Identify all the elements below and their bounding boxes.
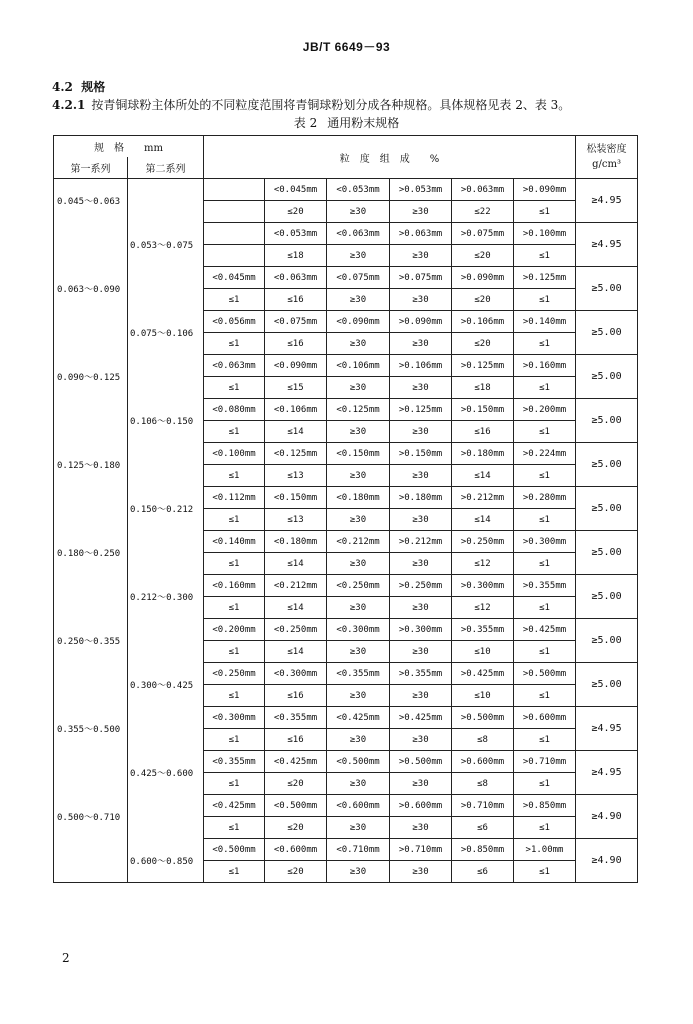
- percent-cell: ≤1: [514, 685, 576, 707]
- percent-cell: ≥30: [327, 377, 390, 399]
- paragraph-text: 按青铜球粉主体所处的不同粒度范围将青铜球粉划分成各种规格。具体规格见表 2、表 3。: [91, 98, 571, 112]
- table-row-sizes: [54, 399, 638, 421]
- percent-cell: ≤1: [514, 817, 576, 839]
- percent-cell: ≤1: [514, 377, 576, 399]
- percent-cell: ≤1: [204, 597, 265, 619]
- size-cell: <0.250mm: [327, 575, 390, 597]
- section-title: 规格: [81, 80, 106, 94]
- table-row-sizes: [54, 179, 638, 201]
- composition-header: 粒 度 组 成 %: [204, 136, 576, 179]
- size-cell: <0.056mm: [204, 311, 265, 333]
- series2-cell: 0.300～0.425: [128, 663, 204, 707]
- size-cell: [204, 223, 265, 245]
- series1-cell: 0.063～0.090: [54, 267, 128, 311]
- document-header: JB/T 6649－93: [302, 40, 391, 54]
- density-cell: ≥5.00: [576, 311, 638, 355]
- section-number: 4.2: [52, 80, 73, 94]
- size-cell: <0.355mm: [204, 751, 265, 773]
- size-cell: >0.125mm: [452, 355, 514, 377]
- percent-cell: ≤12: [452, 553, 514, 575]
- density-header: 松装密度 g/cm³: [576, 136, 638, 179]
- percent-cell: ≥30: [390, 377, 452, 399]
- percent-cell: [204, 201, 265, 223]
- table-row-sizes: [54, 751, 638, 773]
- size-cell: <0.180mm: [265, 531, 327, 553]
- size-cell: >0.200mm: [514, 399, 576, 421]
- percent-cell: ≤1: [204, 817, 265, 839]
- table-row-sizes: [54, 707, 638, 729]
- percent-cell: ≤18: [452, 377, 514, 399]
- density-cell: ≥5.00: [576, 575, 638, 619]
- size-cell: <0.100mm: [204, 443, 265, 465]
- percent-cell: ≤20: [265, 861, 327, 883]
- density-cell: ≥4.90: [576, 795, 638, 839]
- table-row-sizes: [54, 267, 638, 289]
- size-cell: <0.080mm: [204, 399, 265, 421]
- series2-cell: [128, 443, 204, 487]
- percent-cell: ≤1: [204, 685, 265, 707]
- percent-cell: ≤13: [265, 509, 327, 531]
- density-cell: ≥5.00: [576, 267, 638, 311]
- size-cell: >0.500mm: [514, 663, 576, 685]
- density-cell: ≥5.00: [576, 399, 638, 443]
- percent-cell: ≤1: [204, 641, 265, 663]
- size-cell: <0.250mm: [265, 619, 327, 641]
- table-caption-number: 表 2: [293, 116, 318, 130]
- paragraph-number: 4.2.1: [52, 98, 86, 112]
- size-cell: <0.425mm: [327, 707, 390, 729]
- percent-cell: ≤1: [514, 421, 576, 443]
- size-cell: >0.355mm: [452, 619, 514, 641]
- page-number: 2: [62, 951, 70, 965]
- percent-cell: ≤16: [452, 421, 514, 443]
- table-caption: [0, 114, 693, 131]
- size-cell: <0.150mm: [265, 487, 327, 509]
- paragraph-4-2-1: [52, 96, 570, 113]
- size-cell: >0.600mm: [452, 751, 514, 773]
- percent-cell: ≥30: [327, 685, 390, 707]
- size-cell: <0.425mm: [265, 751, 327, 773]
- percent-cell: ≤18: [265, 245, 327, 267]
- size-cell: >0.140mm: [514, 311, 576, 333]
- size-cell: >0.600mm: [390, 795, 452, 817]
- size-cell: <0.106mm: [265, 399, 327, 421]
- percent-cell: ≤1: [514, 333, 576, 355]
- series2-cell: 0.106～0.150: [128, 399, 204, 443]
- size-cell: >0.150mm: [452, 399, 514, 421]
- spec-header: 规 格 mm: [54, 136, 204, 158]
- table-header-row: [54, 136, 638, 158]
- percent-cell: ≤1: [514, 773, 576, 795]
- series2-cell: [128, 267, 204, 311]
- percent-cell: ≥30: [390, 817, 452, 839]
- series2-cell: [128, 531, 204, 575]
- percent-cell: ≥30: [390, 729, 452, 751]
- percent-cell: ≤20: [452, 289, 514, 311]
- series2-cell: [128, 619, 204, 663]
- size-cell: >0.053mm: [390, 179, 452, 201]
- table-row-sizes: [54, 487, 638, 509]
- size-cell: <0.053mm: [265, 223, 327, 245]
- percent-cell: ≤20: [265, 773, 327, 795]
- size-cell: <0.500mm: [327, 751, 390, 773]
- percent-cell: ≤20: [452, 333, 514, 355]
- percent-cell: ≥30: [390, 597, 452, 619]
- percent-cell: ≤1: [204, 861, 265, 883]
- percent-cell: ≥30: [327, 421, 390, 443]
- size-cell: <0.063mm: [204, 355, 265, 377]
- percent-cell: ≤16: [265, 729, 327, 751]
- percent-cell: ≥30: [327, 465, 390, 487]
- size-cell: <0.300mm: [265, 663, 327, 685]
- size-cell: <0.425mm: [204, 795, 265, 817]
- percent-cell: ≤1: [204, 729, 265, 751]
- size-cell: <0.125mm: [265, 443, 327, 465]
- percent-cell: ≤13: [265, 465, 327, 487]
- density-cell: ≥5.00: [576, 531, 638, 575]
- percent-cell: ≤1: [514, 289, 576, 311]
- size-cell: <0.600mm: [327, 795, 390, 817]
- size-cell: >0.250mm: [390, 575, 452, 597]
- size-cell: >0.150mm: [390, 443, 452, 465]
- size-cell: >0.300mm: [452, 575, 514, 597]
- size-cell: <0.063mm: [265, 267, 327, 289]
- size-cell: <0.355mm: [327, 663, 390, 685]
- percent-cell: ≤10: [452, 641, 514, 663]
- percent-cell: ≥30: [390, 553, 452, 575]
- density-cell: ≥5.00: [576, 443, 638, 487]
- size-cell: <0.150mm: [327, 443, 390, 465]
- percent-cell: ≤1: [514, 465, 576, 487]
- size-cell: <0.500mm: [265, 795, 327, 817]
- percent-cell: ≤16: [265, 333, 327, 355]
- size-cell: >0.600mm: [514, 707, 576, 729]
- percent-cell: [204, 245, 265, 267]
- size-cell: >0.160mm: [514, 355, 576, 377]
- density-cell: ≥4.95: [576, 179, 638, 223]
- series1-cell: 0.180～0.250: [54, 531, 128, 575]
- size-cell: >0.212mm: [390, 531, 452, 553]
- size-cell: >0.355mm: [514, 575, 576, 597]
- series2-cell: [128, 355, 204, 399]
- size-cell: <0.250mm: [204, 663, 265, 685]
- size-cell: >0.090mm: [514, 179, 576, 201]
- table-row-sizes: [54, 663, 638, 685]
- size-cell: >0.106mm: [452, 311, 514, 333]
- table-row-sizes: [54, 443, 638, 465]
- percent-cell: ≤1: [204, 553, 265, 575]
- size-cell: >0.250mm: [452, 531, 514, 553]
- percent-cell: ≤1: [514, 553, 576, 575]
- size-cell: >0.710mm: [390, 839, 452, 861]
- percent-cell: ≥30: [390, 861, 452, 883]
- percent-cell: ≥30: [327, 641, 390, 663]
- percent-cell: ≤14: [265, 597, 327, 619]
- spec-table: [53, 135, 638, 883]
- percent-cell: ≥30: [327, 289, 390, 311]
- table-row-sizes: [54, 355, 638, 377]
- series2-cell: 0.212～0.300: [128, 575, 204, 619]
- series2-header: 第二系列: [128, 157, 204, 179]
- percent-cell: ≤14: [452, 465, 514, 487]
- percent-cell: ≥30: [390, 245, 452, 267]
- size-cell: >0.710mm: [514, 751, 576, 773]
- size-cell: <0.106mm: [327, 355, 390, 377]
- series1-cell: 0.500～0.710: [54, 795, 128, 839]
- density-cell: ≥4.95: [576, 707, 638, 751]
- percent-cell: ≤1: [204, 333, 265, 355]
- size-cell: <0.075mm: [265, 311, 327, 333]
- percent-cell: ≤1: [514, 861, 576, 883]
- size-cell: >0.500mm: [452, 707, 514, 729]
- series2-cell: 0.150～0.212: [128, 487, 204, 531]
- section-heading: [52, 78, 105, 95]
- table-row-sizes: [54, 223, 638, 245]
- percent-cell: ≤20: [265, 201, 327, 223]
- percent-cell: ≤16: [265, 289, 327, 311]
- percent-cell: ≥30: [327, 201, 390, 223]
- percent-cell: ≤1: [204, 289, 265, 311]
- percent-cell: ≤20: [452, 245, 514, 267]
- percent-cell: ≤8: [452, 729, 514, 751]
- size-cell: <0.045mm: [204, 267, 265, 289]
- series2-cell: 0.053～0.075: [128, 223, 204, 267]
- table-row-sizes: [54, 531, 638, 553]
- percent-cell: ≥30: [327, 553, 390, 575]
- size-cell: [204, 179, 265, 201]
- percent-cell: ≤1: [514, 641, 576, 663]
- series1-cell: [54, 223, 128, 267]
- size-cell: >0.500mm: [390, 751, 452, 773]
- size-cell: <0.075mm: [327, 267, 390, 289]
- size-cell: >0.180mm: [452, 443, 514, 465]
- percent-cell: ≥30: [390, 333, 452, 355]
- percent-cell: ≥30: [327, 861, 390, 883]
- percent-cell: ≤1: [204, 509, 265, 531]
- table-row-sizes: [54, 619, 638, 641]
- size-cell: <0.200mm: [204, 619, 265, 641]
- percent-cell: ≤14: [265, 421, 327, 443]
- percent-cell: ≥30: [390, 421, 452, 443]
- density-cell: ≥4.95: [576, 751, 638, 795]
- density-cell: ≥5.00: [576, 355, 638, 399]
- size-cell: <0.125mm: [327, 399, 390, 421]
- percent-cell: ≥30: [390, 465, 452, 487]
- percent-cell: ≤15: [265, 377, 327, 399]
- size-cell: <0.600mm: [265, 839, 327, 861]
- size-cell: >0.300mm: [514, 531, 576, 553]
- size-cell: >0.425mm: [452, 663, 514, 685]
- density-cell: ≥5.00: [576, 487, 638, 531]
- percent-cell: ≥30: [390, 773, 452, 795]
- series2-cell: [128, 795, 204, 839]
- series1-cell: [54, 663, 128, 707]
- table-row-sizes: [54, 311, 638, 333]
- series1-cell: 0.090～0.125: [54, 355, 128, 399]
- series2-cell: 0.075～0.106: [128, 311, 204, 355]
- percent-cell: ≤1: [204, 773, 265, 795]
- percent-cell: ≥30: [327, 773, 390, 795]
- size-cell: >0.850mm: [514, 795, 576, 817]
- series1-cell: 0.125～0.180: [54, 443, 128, 487]
- percent-cell: ≤12: [452, 597, 514, 619]
- percent-cell: ≤6: [452, 861, 514, 883]
- series1-cell: [54, 311, 128, 355]
- size-cell: <0.500mm: [204, 839, 265, 861]
- density-cell: ≥4.95: [576, 223, 638, 267]
- table-row-sizes: [54, 575, 638, 597]
- size-cell: >0.224mm: [514, 443, 576, 465]
- percent-cell: ≥30: [327, 333, 390, 355]
- series2-cell: 0.425～0.600: [128, 751, 204, 795]
- percent-cell: ≤1: [514, 201, 576, 223]
- size-cell: >0.090mm: [390, 311, 452, 333]
- size-cell: <0.212mm: [327, 531, 390, 553]
- size-cell: >0.212mm: [452, 487, 514, 509]
- size-cell: <0.053mm: [327, 179, 390, 201]
- size-cell: >0.425mm: [514, 619, 576, 641]
- table-caption-title: 通用粉末规格: [327, 116, 400, 130]
- size-cell: <0.300mm: [327, 619, 390, 641]
- percent-cell: ≥30: [327, 509, 390, 531]
- series1-cell: 0.355～0.500: [54, 707, 128, 751]
- series2-cell: 0.600～0.850: [128, 839, 204, 883]
- size-cell: <0.063mm: [327, 223, 390, 245]
- size-cell: >0.100mm: [514, 223, 576, 245]
- table-row-sizes: [54, 839, 638, 861]
- series1-cell: 0.250～0.355: [54, 619, 128, 663]
- size-cell: >0.280mm: [514, 487, 576, 509]
- size-cell: >0.075mm: [452, 223, 514, 245]
- series1-cell: [54, 399, 128, 443]
- size-cell: >0.090mm: [452, 267, 514, 289]
- size-cell: <0.140mm: [204, 531, 265, 553]
- percent-cell: ≤1: [514, 597, 576, 619]
- size-cell: >0.075mm: [390, 267, 452, 289]
- size-cell: >1.00mm: [514, 839, 576, 861]
- size-cell: >0.106mm: [390, 355, 452, 377]
- percent-cell: ≤22: [452, 201, 514, 223]
- size-cell: >0.425mm: [390, 707, 452, 729]
- size-cell: >0.355mm: [390, 663, 452, 685]
- percent-cell: ≤1: [204, 465, 265, 487]
- percent-cell: ≥30: [390, 289, 452, 311]
- percent-cell: ≤20: [265, 817, 327, 839]
- percent-cell: ≥30: [327, 597, 390, 619]
- size-cell: <0.212mm: [265, 575, 327, 597]
- size-cell: <0.112mm: [204, 487, 265, 509]
- size-cell: >0.063mm: [452, 179, 514, 201]
- size-cell: <0.180mm: [327, 487, 390, 509]
- density-cell: ≥5.00: [576, 619, 638, 663]
- percent-cell: ≥30: [327, 245, 390, 267]
- size-cell: >0.300mm: [390, 619, 452, 641]
- percent-cell: ≥30: [327, 817, 390, 839]
- size-cell: <0.090mm: [265, 355, 327, 377]
- series2-cell: [128, 707, 204, 751]
- size-cell: >0.125mm: [514, 267, 576, 289]
- table-row-sizes: [54, 795, 638, 817]
- series1-cell: [54, 751, 128, 795]
- percent-cell: ≤8: [452, 773, 514, 795]
- size-cell: <0.355mm: [265, 707, 327, 729]
- percent-cell: ≤14: [452, 509, 514, 531]
- percent-cell: ≤1: [514, 509, 576, 531]
- percent-cell: ≤1: [514, 245, 576, 267]
- percent-cell: ≥30: [390, 201, 452, 223]
- percent-cell: ≥30: [327, 729, 390, 751]
- series1-cell: [54, 575, 128, 619]
- percent-cell: ≥30: [390, 685, 452, 707]
- percent-cell: ≤14: [265, 553, 327, 575]
- percent-cell: ≤1: [204, 377, 265, 399]
- density-cell: ≥5.00: [576, 663, 638, 707]
- percent-cell: ≤14: [265, 641, 327, 663]
- series1-cell: [54, 839, 128, 883]
- density-cell: ≥4.90: [576, 839, 638, 883]
- percent-cell: ≤1: [514, 729, 576, 751]
- percent-cell: ≤16: [265, 685, 327, 707]
- size-cell: <0.090mm: [327, 311, 390, 333]
- size-cell: >0.180mm: [390, 487, 452, 509]
- size-cell: >0.710mm: [452, 795, 514, 817]
- series1-header: 第一系列: [54, 157, 128, 179]
- spec-table-body: [54, 136, 638, 883]
- size-cell: >0.063mm: [390, 223, 452, 245]
- series1-cell: [54, 487, 128, 531]
- size-cell: <0.045mm: [265, 179, 327, 201]
- percent-cell: ≤10: [452, 685, 514, 707]
- size-cell: >0.850mm: [452, 839, 514, 861]
- size-cell: <0.160mm: [204, 575, 265, 597]
- size-cell: <0.300mm: [204, 707, 265, 729]
- percent-cell: ≥30: [390, 641, 452, 663]
- size-cell: <0.710mm: [327, 839, 390, 861]
- percent-cell: ≤6: [452, 817, 514, 839]
- series1-cell: 0.045～0.063: [54, 179, 128, 223]
- percent-cell: ≤1: [204, 421, 265, 443]
- series2-cell: [128, 179, 204, 223]
- percent-cell: ≥30: [390, 509, 452, 531]
- size-cell: >0.125mm: [390, 399, 452, 421]
